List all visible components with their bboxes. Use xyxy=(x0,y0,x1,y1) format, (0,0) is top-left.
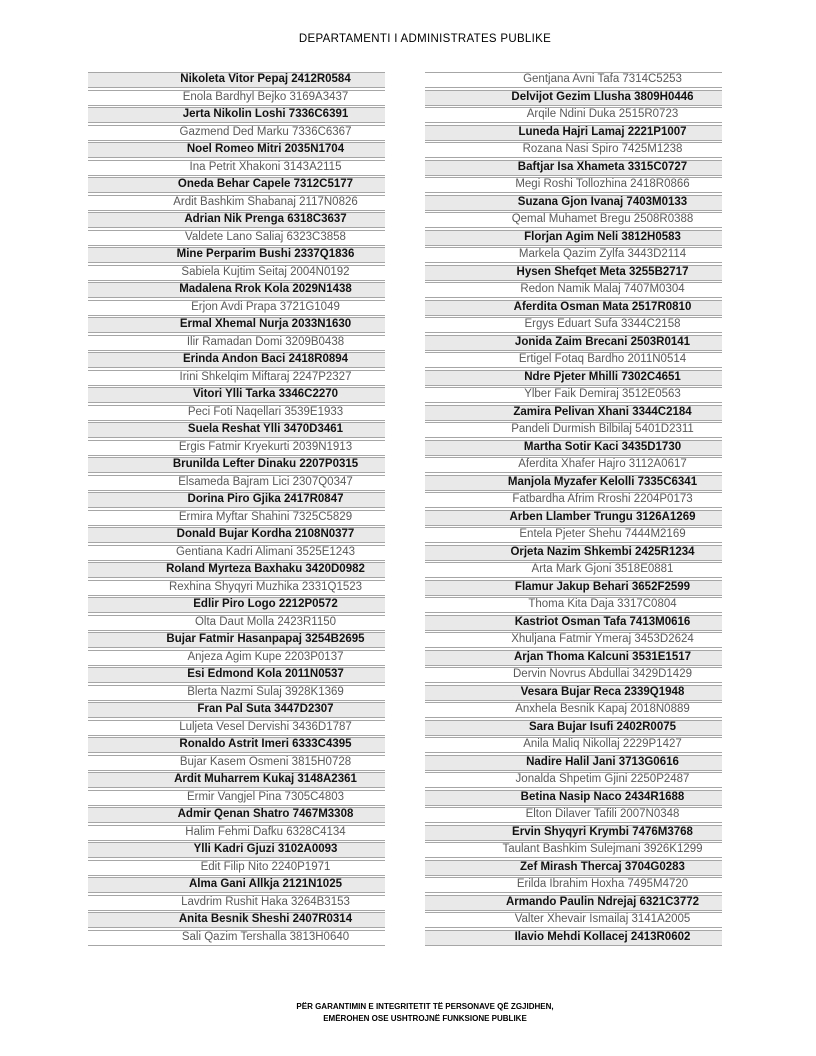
list-item: Edit Filip Nito 2240P1971 xyxy=(88,860,385,876)
list-item: Anjeza Agim Kupe 2203P0137 xyxy=(88,650,385,666)
list-item: Admir Qenan Shatro 7467M3308 xyxy=(88,807,385,823)
list-item: Sali Qazim Tershalla 3813H0640 xyxy=(88,930,385,946)
list-item: Pandeli Durmish Bilbilaj 5401D2311 xyxy=(425,422,722,438)
list-item: Oneda Behar Capele 7312C5177 xyxy=(88,177,385,193)
list-item: Orjeta Nazim Shkembi 2425R1234 xyxy=(425,545,722,561)
list-item: Ilir Ramadan Domi 3209B0438 xyxy=(88,335,385,351)
list-item: Enola Bardhyl Bejko 3169A3437 xyxy=(88,90,385,106)
list-item: Halim Fehmi Dafku 6328C4134 xyxy=(88,825,385,841)
list-item: Vitori Ylli Tarka 3346C2270 xyxy=(88,387,385,403)
page-title: DEPARTAMENTI I ADMINISTRATES PUBLIKE xyxy=(298,33,552,45)
list-item: Redon Namik Malaj 7407M0304 xyxy=(425,282,722,298)
list-item: Sara Bujar Isufi 2402R0075 xyxy=(425,720,722,736)
list-item: Ina Petrit Xhakoni 3143A2115 xyxy=(88,160,385,176)
list-item: Anila Maliq Nikollaj 2229P1427 xyxy=(425,737,722,753)
list-item: Erjon Avdi Prapa 3721G1049 xyxy=(88,300,385,316)
list-item: Ertigel Fotaq Bardho 2011N0514 xyxy=(425,352,722,368)
list-item: Ergys Eduart Sufa 3344C2158 xyxy=(425,317,722,333)
list-item: Irini Shkelqim Miftaraj 2247P2327 xyxy=(88,370,385,386)
list-item: Gentiana Kadri Alimani 3525E1243 xyxy=(88,545,385,561)
list-item: Ermal Xhemal Nurja 2033N1630 xyxy=(88,317,385,333)
list-item: Martha Sotir Kaci 3435D1730 xyxy=(425,440,722,456)
list-item: Fran Pal Suta 3447D2307 xyxy=(88,702,385,718)
name-list-column-left xyxy=(88,72,385,947)
list-item: Brunilda Lefter Dinaku 2207P0315 xyxy=(88,457,385,473)
list-item: Anita Besnik Sheshi 2407R0314 xyxy=(88,912,385,928)
list-item: Manjola Myzafer Kelolli 7335C6341 xyxy=(425,475,722,491)
list-item: Arjan Thoma Kalcuni 3531E1517 xyxy=(425,650,722,666)
list-item: Blerta Nazmi Sulaj 3928K1369 xyxy=(88,685,385,701)
list-item: Kastriot Osman Tafa 7413M0616 xyxy=(425,615,722,631)
list-item: Gentjana Avni Tafa 7314C5253 xyxy=(425,72,722,88)
list-item: Lavdrim Rushit Haka 3264B3153 xyxy=(88,895,385,911)
list-item: Noel Romeo Mitri 2035N1704 xyxy=(88,142,385,158)
list-item: Arben Llamber Trungu 3126A1269 xyxy=(425,510,722,526)
list-item: Ardit Bashkim Shabanaj 2117N0826 xyxy=(88,195,385,211)
list-item: Ermir Vangjel Pina 7305C4803 xyxy=(88,790,385,806)
list-item: Mine Perparim Bushi 2337Q1836 xyxy=(88,247,385,263)
list-item: Arta Mark Gjoni 3518E0881 xyxy=(425,562,722,578)
list-item: Ilavio Mehdi Kollacej 2413R0602 xyxy=(425,930,722,946)
list-item: Fatbardha Afrim Rroshi 2204P0173 xyxy=(425,492,722,508)
list-item: Elton Dilaver Tafili 2007N0348 xyxy=(425,807,722,823)
list-item: Vesara Bujar Reca 2339Q1948 xyxy=(425,685,722,701)
list-item: Erilda Ibrahim Hoxha 7495M4720 xyxy=(425,877,722,893)
list-item: Markela Qazim Zylfa 3443D2114 xyxy=(425,247,722,263)
list-item: Esi Edmond Kola 2011N0537 xyxy=(88,667,385,683)
list-item: Madalena Rrok Kola 2029N1438 xyxy=(88,282,385,298)
list-item: Suzana Gjon Ivanaj 7403M0133 xyxy=(425,195,722,211)
list-item: Valter Xhevair Ismailaj 3141A2005 xyxy=(425,912,722,928)
list-item: Bujar Fatmir Hasanpapaj 3254B2695 xyxy=(88,632,385,648)
footer-line-1: PËR GARANTIMIN E INTEGRITETIT TË PERSONAVE QË ZGJIDHEN, xyxy=(296,1002,554,1011)
list-item: Dervin Novrus Abdullai 3429D1429 xyxy=(425,667,722,683)
list-item: Ergis Fatmir Kryekurti 2039N1913 xyxy=(88,440,385,456)
list-item: Bujar Kasem Osmeni 3815H0728 xyxy=(88,755,385,771)
list-item: Edlir Piro Logo 2212P0572 xyxy=(88,597,385,613)
list-item: Roland Myrteza Baxhaku 3420D0982 xyxy=(88,562,385,578)
list-item: Aferdita Xhafer Hajro 3112A0617 xyxy=(425,457,722,473)
list-item: Aferdita Osman Mata 2517R0810 xyxy=(425,300,722,316)
list-item: Delvijot Gezim Llusha 3809H0446 xyxy=(425,90,722,106)
list-item: Entela Pjeter Shehu 7444M2169 xyxy=(425,527,722,543)
list-item: Xhuljana Fatmir Ymeraj 3453D2624 xyxy=(425,632,722,648)
list-item: Peci Foti Naqellari 3539E1933 xyxy=(88,405,385,421)
list-item: Adrian Nik Prenga 6318C3637 xyxy=(88,212,385,228)
list-item: Elsameda Bajram Lici 2307Q0347 xyxy=(88,475,385,491)
list-item: Qemal Muhamet Bregu 2508R0388 xyxy=(425,212,722,228)
list-item: Ardit Muharrem Kukaj 3148A2361 xyxy=(88,772,385,788)
list-item: Nadire Halil Jani 3713G0616 xyxy=(425,755,722,771)
list-item: Megi Roshi Tollozhina 2418R0866 xyxy=(425,177,722,193)
list-item: Arqile Ndini Duka 2515R0723 xyxy=(425,107,722,123)
list-item: Baftjar Isa Xhameta 3315C0727 xyxy=(425,160,722,176)
list-item: Olta Daut Molla 2423R1150 xyxy=(88,615,385,631)
list-item: Suela Reshat Ylli 3470D3461 xyxy=(88,422,385,438)
list-item: Luneda Hajri Lamaj 2221P1007 xyxy=(425,125,722,141)
list-item: Ervin Shyqyri Krymbi 7476M3768 xyxy=(425,825,722,841)
list-item: Ndre Pjeter Mhilli 7302C4651 xyxy=(425,370,722,386)
list-item: Zamira Pelivan Xhani 3344C2184 xyxy=(425,405,722,421)
list-item: Erinda Andon Baci 2418R0894 xyxy=(88,352,385,368)
list-item: Rexhina Shyqyri Muzhika 2331Q1523 xyxy=(88,580,385,596)
page-footer xyxy=(0,1001,816,1025)
list-item: Betina Nasip Naco 2434R1688 xyxy=(425,790,722,806)
list-item: Taulant Bashkim Sulejmani 3926K1299 xyxy=(425,842,722,858)
name-list-column-right xyxy=(425,72,722,947)
list-item: Rozana Nasi Spiro 7425M1238 xyxy=(425,142,722,158)
list-item: Ronaldo Astrit Imeri 6333C4395 xyxy=(88,737,385,753)
list-item: Dorina Piro Gjika 2417R0847 xyxy=(88,492,385,508)
list-item: Donald Bujar Kordha 2108N0377 xyxy=(88,527,385,543)
list-item: Ylli Kadri Gjuzi 3102A0093 xyxy=(88,842,385,858)
list-item: Luljeta Vesel Dervishi 3436D1787 xyxy=(88,720,385,736)
list-item: Valdete Lano Saliaj 6323C3858 xyxy=(88,230,385,246)
list-item: Ermira Myftar Shahini 7325C5829 xyxy=(88,510,385,526)
list-item: Nikoleta Vitor Pepaj 2412R0584 xyxy=(88,72,385,88)
footer-line-2: EMËROHEN OSE USHTROJNË FUNKSIONE PUBLIKE xyxy=(323,1014,527,1023)
list-item: Jonalda Shpetim Gjini 2250P2487 xyxy=(425,772,722,788)
list-item: Florjan Agim Neli 3812H0583 xyxy=(425,230,722,246)
list-item: Anxhela Besnik Kapaj 2018N0889 xyxy=(425,702,722,718)
list-item: Sabiela Kujtim Seitaj 2004N0192 xyxy=(88,265,385,281)
list-item: Hysen Shefqet Meta 3255B2717 xyxy=(425,265,722,281)
list-item: Thoma Kita Daja 3317C0804 xyxy=(425,597,722,613)
list-item: Alma Gani Allkja 2121N1025 xyxy=(88,877,385,893)
list-item: Flamur Jakup Behari 3652F2599 xyxy=(425,580,722,596)
list-item: Jonida Zaim Brecani 2503R0141 xyxy=(425,335,722,351)
list-item: Gazmend Ded Marku 7336C6367 xyxy=(88,125,385,141)
list-item: Armando Paulin Ndrejaj 6321C3772 xyxy=(425,895,722,911)
list-item: Jerta Nikolin Loshi 7336C6391 xyxy=(88,107,385,123)
list-item: Ylber Faik Demiraj 3512E0563 xyxy=(425,387,722,403)
list-item: Zef Mirash Thercaj 3704G0283 xyxy=(425,860,722,876)
